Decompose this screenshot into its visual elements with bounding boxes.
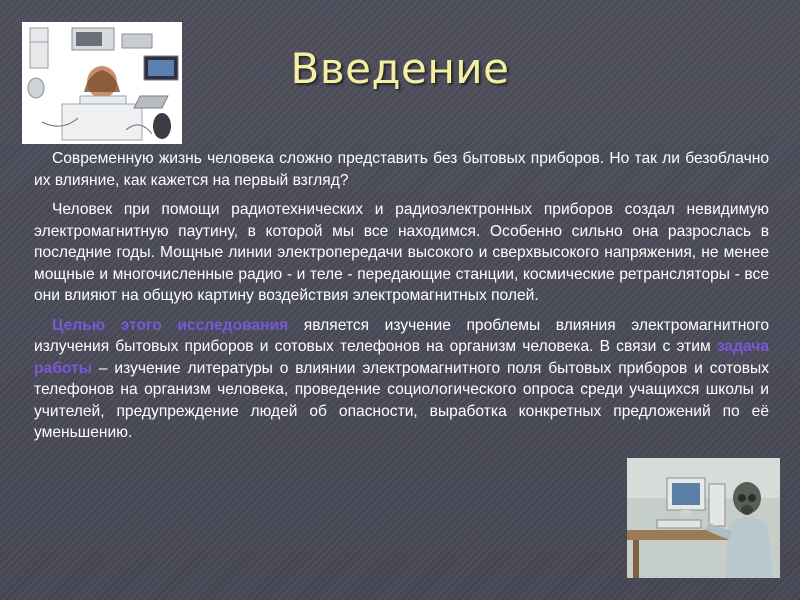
goal-highlight: Целью этого исследования xyxy=(52,316,289,334)
paragraph-intro: Современную жизнь человека сложно представить без бытовых приборов. Но так ли безоблачно их влияние, как кажется на первый взгляд? xyxy=(34,150,769,189)
goal-text: является изучение проблемы влияния электромагнитного излучения бытовых приборов и сотовых телефонов на организм человека. В связи с этим xyxy=(34,316,769,355)
task-highlight: задача работы xyxy=(34,338,769,377)
gas-mask-computer-photo xyxy=(627,458,780,578)
task-text: – изучение литературы о влиянии электромагнитного поля бытовых приборов и сотовых телефонов на организм человека, проведение социологического опроса среди учащихся школы и учителей, предупреждение людей об опасности, выработка конкретных предложений по её уменьшению. xyxy=(34,359,769,441)
paragraph-goal xyxy=(34,315,769,444)
gas-mask-computer-illustration xyxy=(627,458,780,578)
slide-body xyxy=(34,148,769,452)
slide-title: Введение xyxy=(290,44,510,93)
paragraph-em-web: Человек при помощи радиотехнических и радиоэлектронных приборов создал невидимую электромагнитную паутину, в которой мы все находимся. Особенно сильно она разрослась в последние годы. Мощные линии электропередачи высокого и сверхвысокого напряжения, не менее мощные и многочисленные радио - и теле - передающие станции, космические ретрансляторы - все они влияют на общую картину воздействия электромагнитных полей. xyxy=(34,201,769,304)
